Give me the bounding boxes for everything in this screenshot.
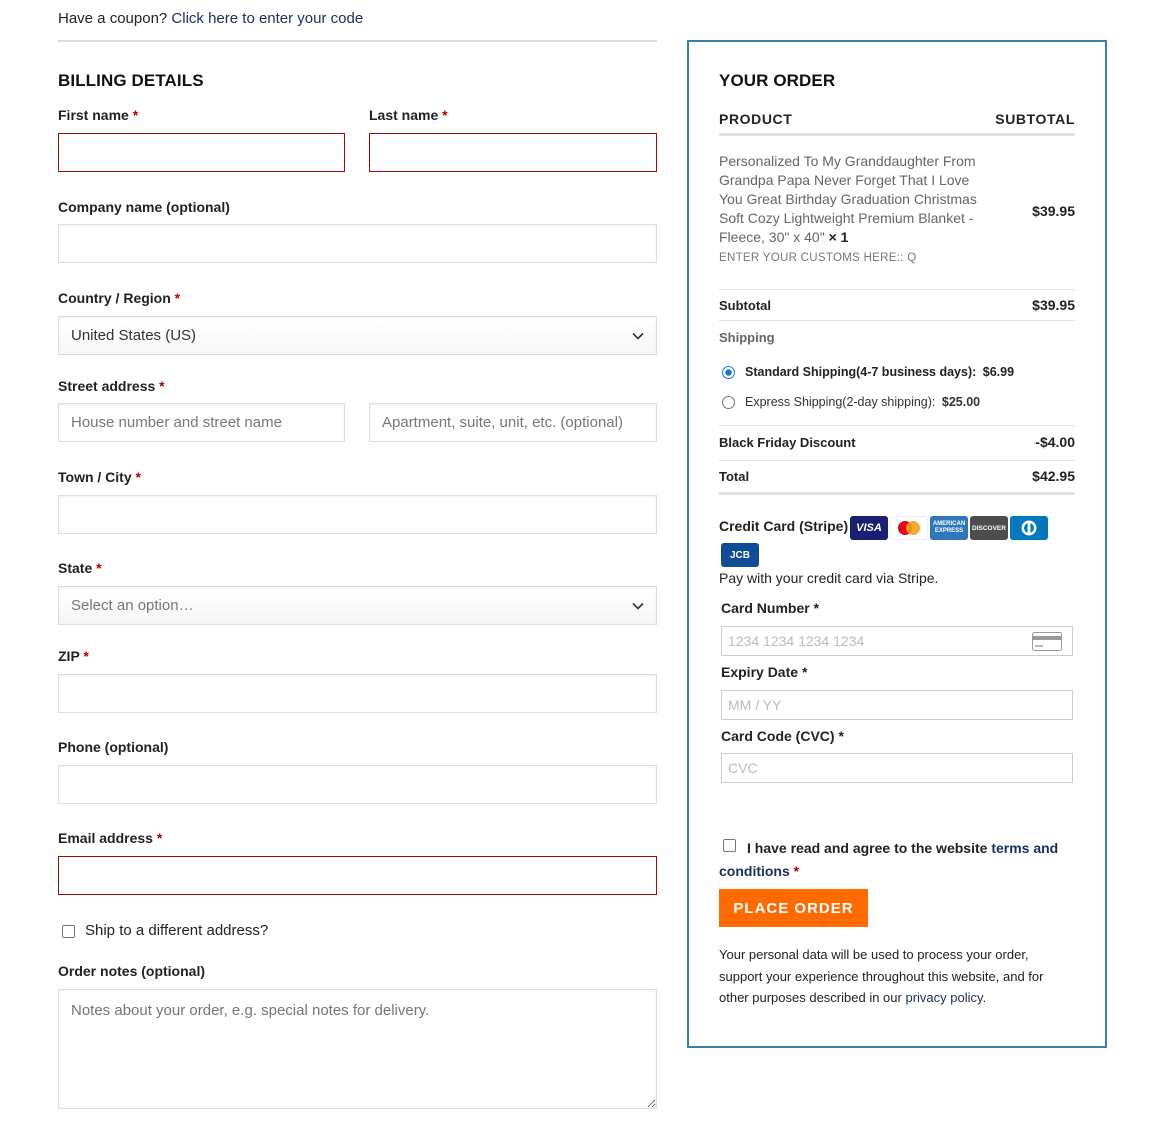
divider: [719, 492, 1075, 495]
amex-icon: AMERICAN EXPRESS: [930, 516, 968, 540]
state-select[interactable]: [58, 586, 657, 625]
shipping-option-label: Express Shipping(2-day shipping):: [745, 395, 936, 409]
total-label: Total: [719, 469, 750, 484]
required-mark: *: [132, 107, 139, 123]
coupon-notice: [58, 10, 363, 27]
shipping-label: Shipping: [719, 330, 775, 345]
required-mark: *: [83, 648, 89, 664]
col-subtotal-header: SUBTOTAL: [995, 111, 1075, 127]
placeholder: CVC: [728, 760, 758, 776]
diners-mark: [1018, 519, 1040, 537]
zip-label: [58, 648, 89, 664]
privacy-end: .: [982, 990, 987, 1005]
required-mark: *: [156, 830, 163, 846]
label-text: Card Number: [721, 600, 810, 616]
email-field[interactable]: [58, 856, 657, 895]
privacy-policy-link[interactable]: privacy policy: [905, 990, 983, 1005]
label-text: Street address: [58, 378, 156, 394]
street-label: [58, 378, 165, 394]
ship-different-checkbox[interactable]: [62, 925, 75, 938]
label-text: Expiry Date: [721, 664, 799, 680]
coupon-text: Have a coupon?: [58, 10, 168, 27]
shipping-standard-radio[interactable]: [722, 366, 735, 379]
divider: [719, 425, 1075, 426]
chevron-down-icon: [632, 332, 644, 340]
label-text: Email address: [58, 830, 153, 846]
divider: [719, 289, 1075, 290]
expiry-label: [721, 664, 807, 680]
shipping-standard-option[interactable]: [745, 365, 1014, 379]
required-mark: *: [174, 290, 181, 306]
jcb-icon: JCB: [721, 543, 759, 567]
state-label: [58, 560, 102, 576]
place-order-button[interactable]: PLACE ORDER: [719, 889, 868, 927]
cart-item-meta: ENTER YOUR CUSTOMS HERE:: Q: [719, 252, 917, 264]
shipping-express-option[interactable]: [745, 395, 980, 409]
country-label: [58, 290, 180, 306]
company-field[interactable]: [58, 224, 657, 263]
required-mark: *: [135, 469, 141, 485]
divider: [58, 40, 657, 42]
diners-icon: [1010, 516, 1048, 540]
billing-title: BILLING DETAILS: [58, 71, 204, 90]
mastercard-circles: [894, 519, 924, 537]
placeholder: 1234 1234 1234 1234: [728, 633, 865, 649]
ship-different-label[interactable]: Ship to a different address?: [85, 922, 269, 939]
subtotal-label: Subtotal: [719, 298, 771, 313]
placeholder: MM / YY: [728, 697, 782, 713]
last-name-field[interactable]: [369, 133, 657, 172]
label-text: Country / Region: [58, 290, 171, 306]
city-field[interactable]: [58, 495, 657, 534]
total-value: $42.95: [1032, 468, 1075, 484]
discover-icon: DISCOVER: [970, 516, 1008, 540]
placeholder: Select an option…: [71, 597, 194, 614]
terms-text: I have read and agree to the website: [747, 840, 988, 856]
mastercard-icon: [890, 516, 928, 540]
label-text: ZIP: [58, 648, 80, 664]
subtotal-value: $39.95: [1032, 297, 1075, 313]
street-address-1-input[interactable]: [58, 403, 345, 442]
label-text: Card Code (CVC): [721, 728, 835, 744]
city-label: [58, 469, 141, 485]
divider: [719, 460, 1075, 461]
zip-field[interactable]: [58, 674, 657, 713]
email-label: [58, 830, 162, 846]
first-name-label: [58, 107, 138, 123]
first-name-field[interactable]: [58, 133, 345, 172]
expiry-input[interactable]: [721, 690, 1073, 720]
last-name-label: [369, 107, 448, 123]
company-label: Company name (optional): [58, 199, 230, 215]
label-text: Town / City: [58, 469, 132, 485]
shipping-option-label: Standard Shipping(4-7 business days):: [745, 365, 977, 379]
street-address-2-input[interactable]: [369, 403, 657, 442]
credit-card-icon: [1032, 632, 1062, 651]
item-quantity: × 1: [828, 229, 849, 245]
payment-description: Pay with your credit card via Stripe.: [719, 570, 939, 586]
country-value: United States (US): [71, 327, 197, 344]
privacy-text: Your personal data will be used to process your order, support your experience throughout this website, and for other purposes described in our: [719, 947, 1044, 1005]
cvc-input[interactable]: [721, 753, 1073, 783]
placeholder: Apartment, suite, unit, etc. (optional): [382, 414, 623, 431]
order-notes-label: Order notes (optional): [58, 963, 205, 979]
discount-value: -$4.00: [1035, 434, 1075, 450]
required-mark: *: [838, 728, 844, 744]
required-mark: *: [96, 560, 102, 576]
visa-icon: VISA: [850, 516, 888, 540]
terms-label[interactable]: [719, 837, 1069, 883]
shipping-option-price: $25.00: [941, 395, 981, 409]
chevron-down-icon: [632, 602, 644, 610]
terms-link[interactable]: terms and conditions: [719, 840, 1059, 879]
shipping-express-radio[interactable]: [722, 396, 735, 409]
cvc-label: [721, 728, 844, 744]
card-number-label: [721, 600, 819, 616]
privacy-notice: [719, 944, 1069, 1009]
required-mark: *: [793, 863, 800, 879]
divider: [719, 133, 1075, 136]
coupon-link[interactable]: Click here to enter your code: [171, 10, 364, 27]
cart-item-name: [719, 152, 989, 247]
country-select[interactable]: [58, 316, 657, 355]
label-text: Last name: [369, 107, 439, 123]
phone-label: Phone (optional): [58, 739, 169, 755]
required-mark: *: [801, 664, 808, 680]
payment-method-label[interactable]: Credit Card (Stripe): [719, 518, 849, 534]
divider: [719, 320, 1075, 321]
order-title: YOUR ORDER: [719, 71, 836, 90]
required-mark: *: [813, 600, 820, 616]
card-number-input[interactable]: [721, 626, 1073, 656]
col-product-header: PRODUCT: [719, 111, 793, 127]
label-text: First name: [58, 107, 129, 123]
label-text: State: [58, 560, 93, 576]
cart-item-price: $39.95: [1032, 203, 1075, 219]
placeholder: House number and street name: [71, 414, 282, 431]
required-mark: *: [159, 378, 165, 394]
required-mark: *: [442, 107, 448, 123]
order-notes-textarea[interactable]: [58, 989, 657, 1109]
discount-label: Black Friday Discount: [719, 435, 856, 450]
item-name-text: Personalized To My Granddaughter From Grandpa Papa Never Forget That I Love You Great Birthday Graduation Christmas Soft Cozy Lightweight Premium Blanket - Fleece, 30" x 40": [719, 153, 977, 245]
shipping-option-price: $6.99: [982, 365, 1015, 379]
phone-field[interactable]: [58, 765, 657, 804]
